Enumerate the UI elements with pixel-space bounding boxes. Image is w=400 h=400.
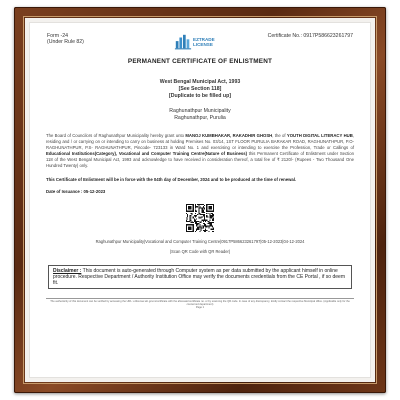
rule-reference: (Under Rule 82) — [47, 39, 84, 45]
certificate-title: PERMANENT CERTIFICATE OF ENLISTMENT — [127, 58, 273, 65]
certificate-document — [29, 22, 371, 378]
holder-name: MANOJ KUMBHAKAR, RAKADHIR GHOSH — [185, 133, 273, 138]
municipality-name: Raghunathpur Municipality — [169, 108, 231, 114]
logo-wordmark-bottom: LICENSE — [193, 42, 213, 47]
body-premises: , residing and / or carrying on or intending to carry on business at holding Premises No. 03/14, 1ST FLOOR PURULIA BARAKAR ROAD, RAGHUNATHPUR, P.O- RAGHUNATHPUR, P.S- RAGHUNATHPUR, Pincode- 723133 in Ward No. 1 and exercising or intending to exercise the Profession, Trade or Callings of — [46, 133, 354, 151]
municipality-place: Raghunathpur, Purulia — [174, 115, 226, 121]
body-connector: , the — [272, 133, 281, 138]
qr-code — [186, 204, 214, 232]
business-category: Educational Institutions(Category), Vocational and Computer Training Centre(Nature of Business) — [46, 151, 248, 157]
act-reference — [44, 79, 356, 100]
certificate-body — [44, 133, 356, 170]
qr-scan-instruction: (Scan QR Code with QR Reader) — [169, 248, 231, 254]
disclaimer-box — [48, 265, 352, 289]
footer-verification-note: The authenticity of this document can be verified by accessing the URL: ezlicense.wb.gov.in/certificate with the aforesaid certificate no. or by scanning the QR code. In case of any discrepancy, kindly contact the respective Municipal office. (Applicable only for the concerned department) — [50, 299, 350, 306]
disclaimer-label: Disclaimer : — [53, 267, 82, 274]
form-number: Form -24 — [47, 33, 69, 39]
certificate-number: Certificate No.: 0917P586623261797 — [267, 33, 353, 39]
act-section: [See Section 118] — [178, 86, 222, 92]
body-of-label: of — [282, 133, 286, 138]
act-duplicate-note: [Duplicate to be filled up] — [169, 93, 231, 99]
qr-code-graphic — [186, 204, 214, 232]
form-reference — [47, 33, 84, 45]
act-name: West Bengal Municipal Act, 1993 — [159, 79, 241, 85]
business-name: YOUTH DIGITAL LITERACY HUB — [286, 133, 353, 138]
validity-statement: This Certificate of Enlistment will be in force with the 04th day of December, 2024 and to be produced at the time of renewal. — [46, 176, 297, 182]
logo-wordmark-top: EZTRADE — [193, 37, 215, 42]
municipality-block — [44, 108, 356, 122]
disclaimer-text: This document is auto-generated through Computer system as per data submitted by the applicant himself in online procedure. Respective Department / Authority Institution Office may verify the documents credentials from the CE Portal , if so deem fit. — [53, 267, 345, 286]
date-of-issuance: Date of Issuance : 05-12-2023 — [46, 188, 106, 194]
city-skyline-icon — [174, 33, 192, 51]
picture-frame — [14, 7, 386, 393]
frame-mat — [25, 18, 375, 382]
page-number: Page 1 — [195, 306, 205, 310]
certificate-header — [44, 32, 356, 54]
body-fee: this Permanent Certificate of Enlistment under Section 118 of the West Bengal Municipal Act, 1993 and acknowledge to have received in consideration thereof, a total fee of ₹ 2120/- (Rupees - Two Thousand One Hundred Twenty) only. — [46, 151, 355, 169]
footer — [44, 299, 356, 310]
qr-caption: Raghunathpur Municipality|Vocational and Computer Training Centre|0917P586623261797|05-12-2023|04-12-2024 — [95, 238, 305, 244]
eztrade-license-logo — [174, 32, 236, 52]
body-intro: The Board of Councilors of Raghunathpur Municipality hereby grant unto — [46, 133, 184, 138]
